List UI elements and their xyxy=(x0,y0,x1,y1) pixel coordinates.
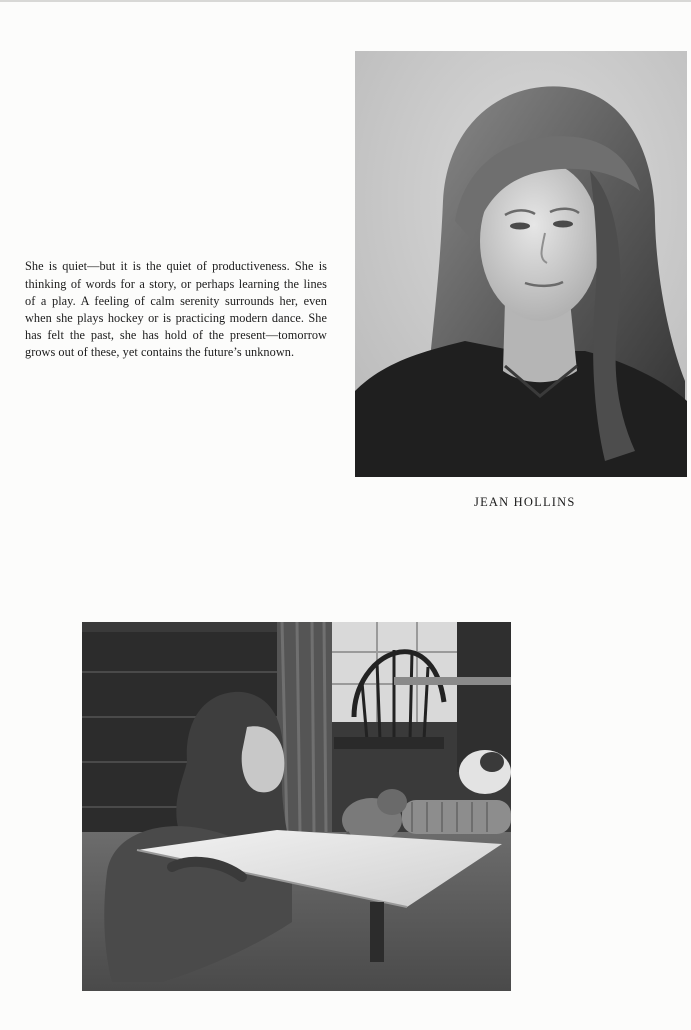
portrait-photo xyxy=(355,51,687,477)
profile-blurb: She is quiet—but it is the quiet of productiveness. She is thinking of words for a story, or perhaps learning the lines of a play. A feeling of calm serenity surrounds her, even when she plays hockey or is practicing modern dance. She has felt the past, she has hold of the present—tomorrow grows out of these, yet contains the future’s unknown. xyxy=(25,259,327,360)
portrait-photo-image xyxy=(355,51,687,477)
page-top-edge xyxy=(0,0,691,2)
portrait-name-caption: JEAN HOLLINS xyxy=(474,495,576,509)
candid-photo xyxy=(82,622,511,991)
candid-photo-image xyxy=(82,622,511,991)
